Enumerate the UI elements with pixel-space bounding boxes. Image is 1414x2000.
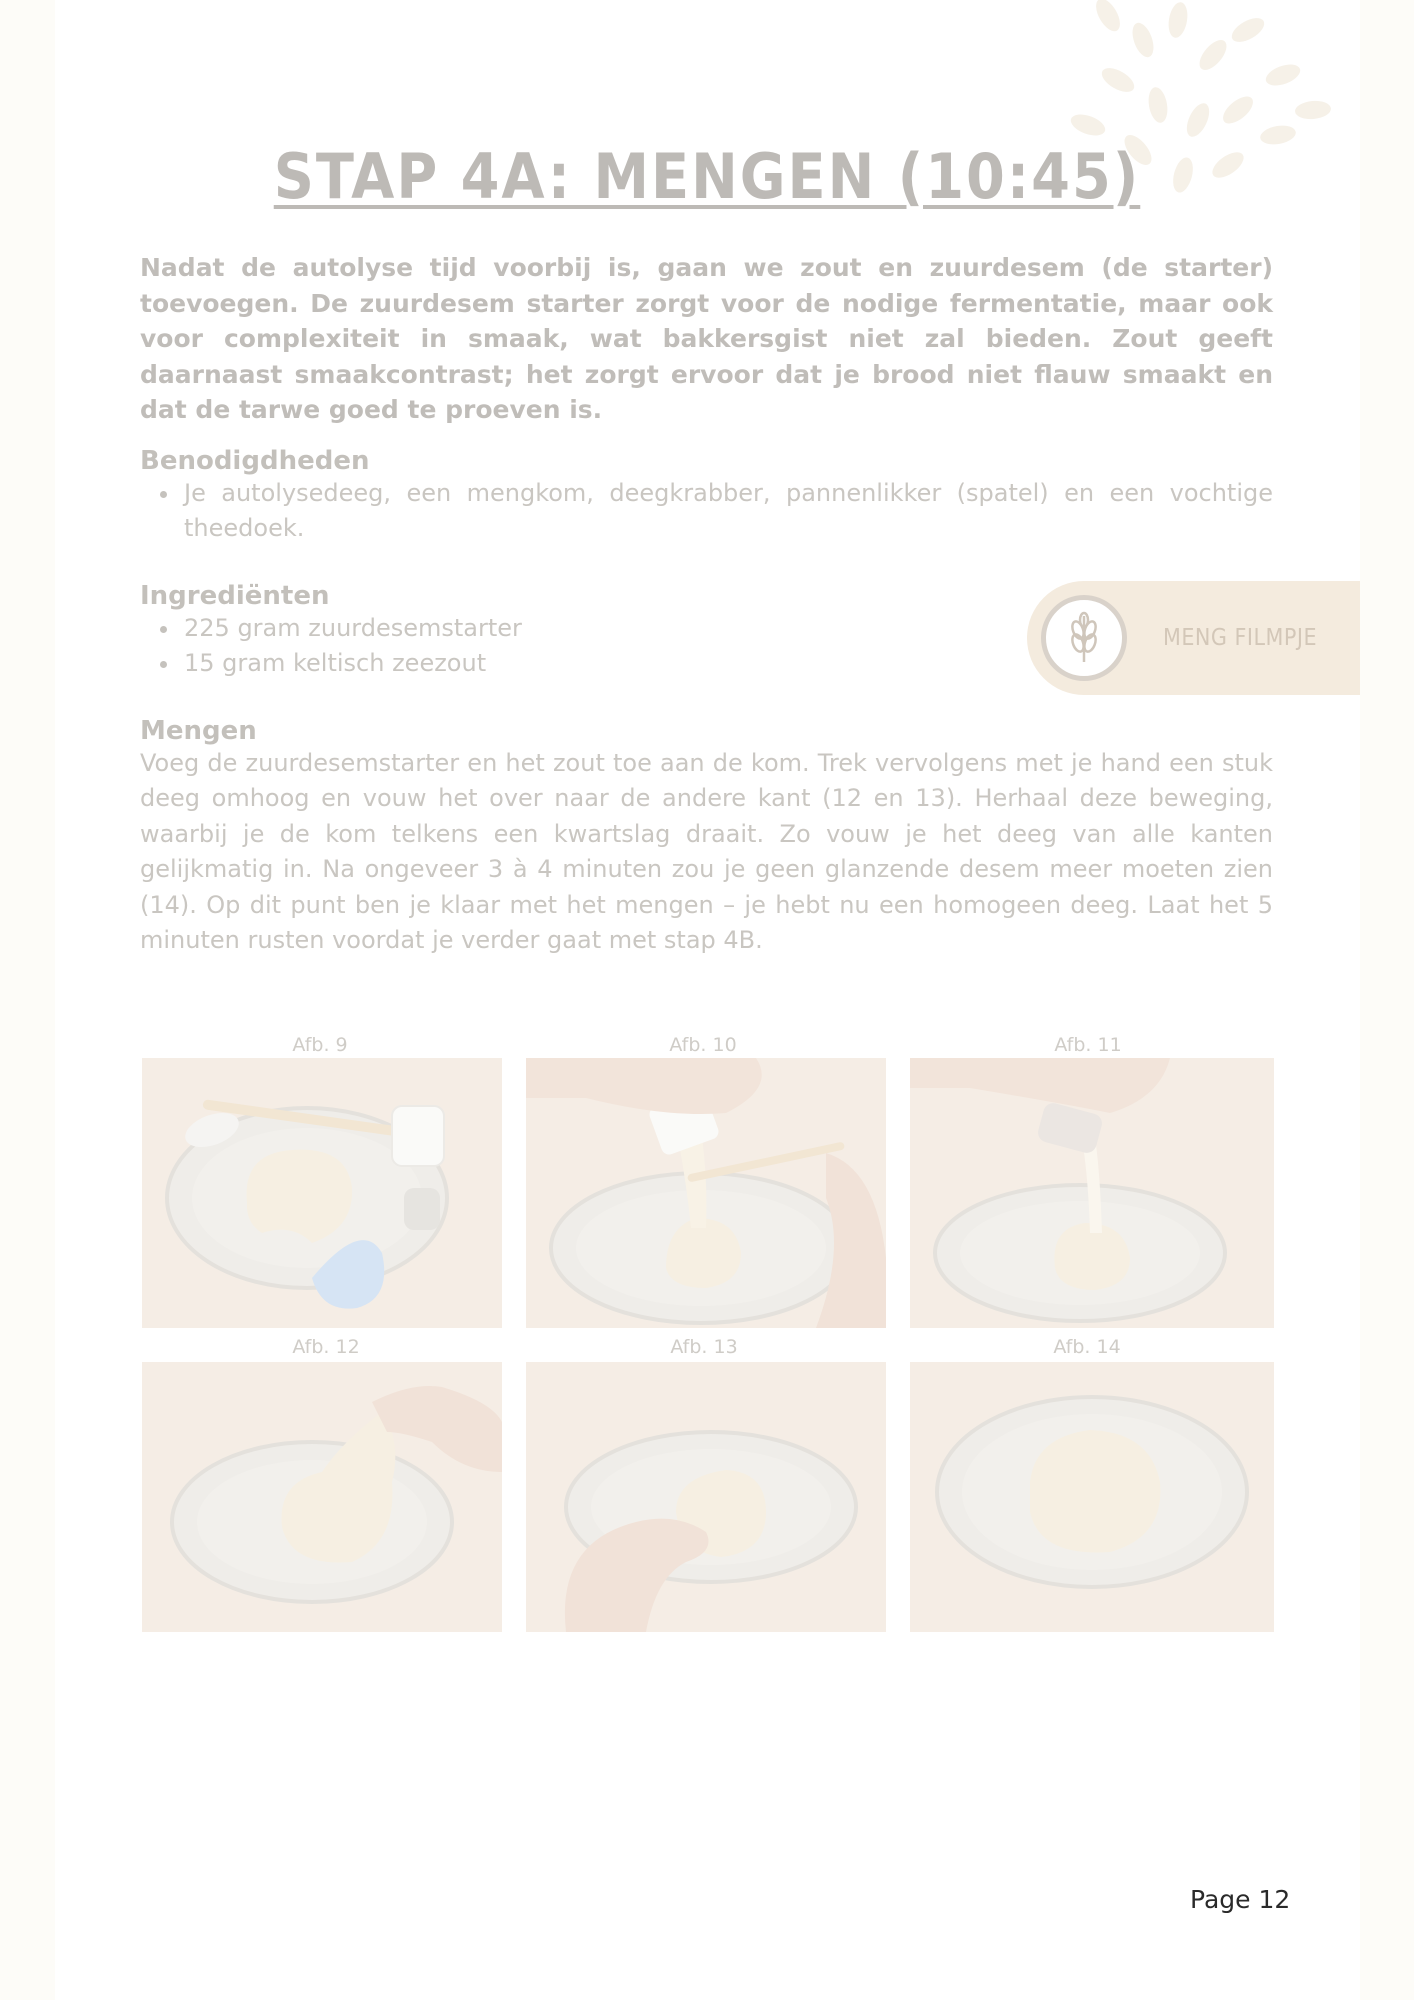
photo-afb-14 [910, 1362, 1274, 1632]
meng-video-label: MENG FILMPJE [1163, 625, 1318, 651]
page-title: STAP 4A: MENGEN (10:45) [273, 140, 1141, 213]
ingredienten-heading: Ingrediënten [140, 580, 330, 611]
figure-caption: Afb. 12 [292, 1336, 360, 1358]
figure-caption: Afb. 13 [670, 1336, 738, 1358]
meng-video-button[interactable] [1027, 581, 1360, 695]
mengen-paragraph: Voeg de zuurdesemstarter en het zout toe aan de kom. Trek vervolgens met je hand een stuk deeg omhoog en vouw het over naar de andere kant (12 en 13). Herhaal deze beweging, waarbij je de kom telkens een kwartslag draait. Zo vouw je het deeg van alle kanten gelijkmatig in. Na ongeveer 3 à 4 minuten zou je geen glanzende desem meer moeten zien (14). Op dit punt ben je klaar met het mengen – je hebt nu een homogeen deeg. Laat het 5 minuten rusten voordat je verder gaat met stap 4B. [140, 748, 1273, 954]
page-number: Page 12 [1190, 1885, 1291, 1914]
wheat-icon [1041, 595, 1127, 681]
list-item: 15 gram keltisch zeezout [184, 646, 1273, 682]
photo-afb-11 [910, 1058, 1274, 1328]
list-item: Je autolysedeeg, een mengkom, deegkrabber, pannenlikker (spatel) en een vochtige theedoek. [184, 476, 1273, 547]
photo-afb-10 [526, 1058, 886, 1328]
intro-paragraph: Nadat de autolyse tijd voorbij is, gaan we zout en zuurdesem (de starter) toevoegen. De zuurdesem starter zorgt voor de nodige fermentatie, maar ook voor complexiteit in smaak, wat bakkersgist niet zal bieden. Zout geeft daarnaast smaakcontrast; het zorgt ervoor dat je brood niet flauw smaakt en dat de tarwe goed te proeven is. [140, 253, 1273, 424]
figure-caption: Afb. 11 [1054, 1034, 1122, 1056]
photo-afb-9 [142, 1058, 502, 1328]
mengen-heading: Mengen [140, 715, 257, 746]
benodigdheden-heading: Benodigdheden [140, 445, 370, 476]
figure-caption: Afb. 10 [669, 1034, 737, 1056]
figure-caption: Afb. 14 [1053, 1336, 1121, 1358]
photo-afb-13 [526, 1362, 886, 1632]
photo-afb-12 [142, 1362, 502, 1632]
list-item: 225 gram zuurdesemstarter [184, 611, 1273, 647]
figure-caption: Afb. 9 [292, 1034, 348, 1056]
benodigdheden-list [140, 476, 1273, 547]
